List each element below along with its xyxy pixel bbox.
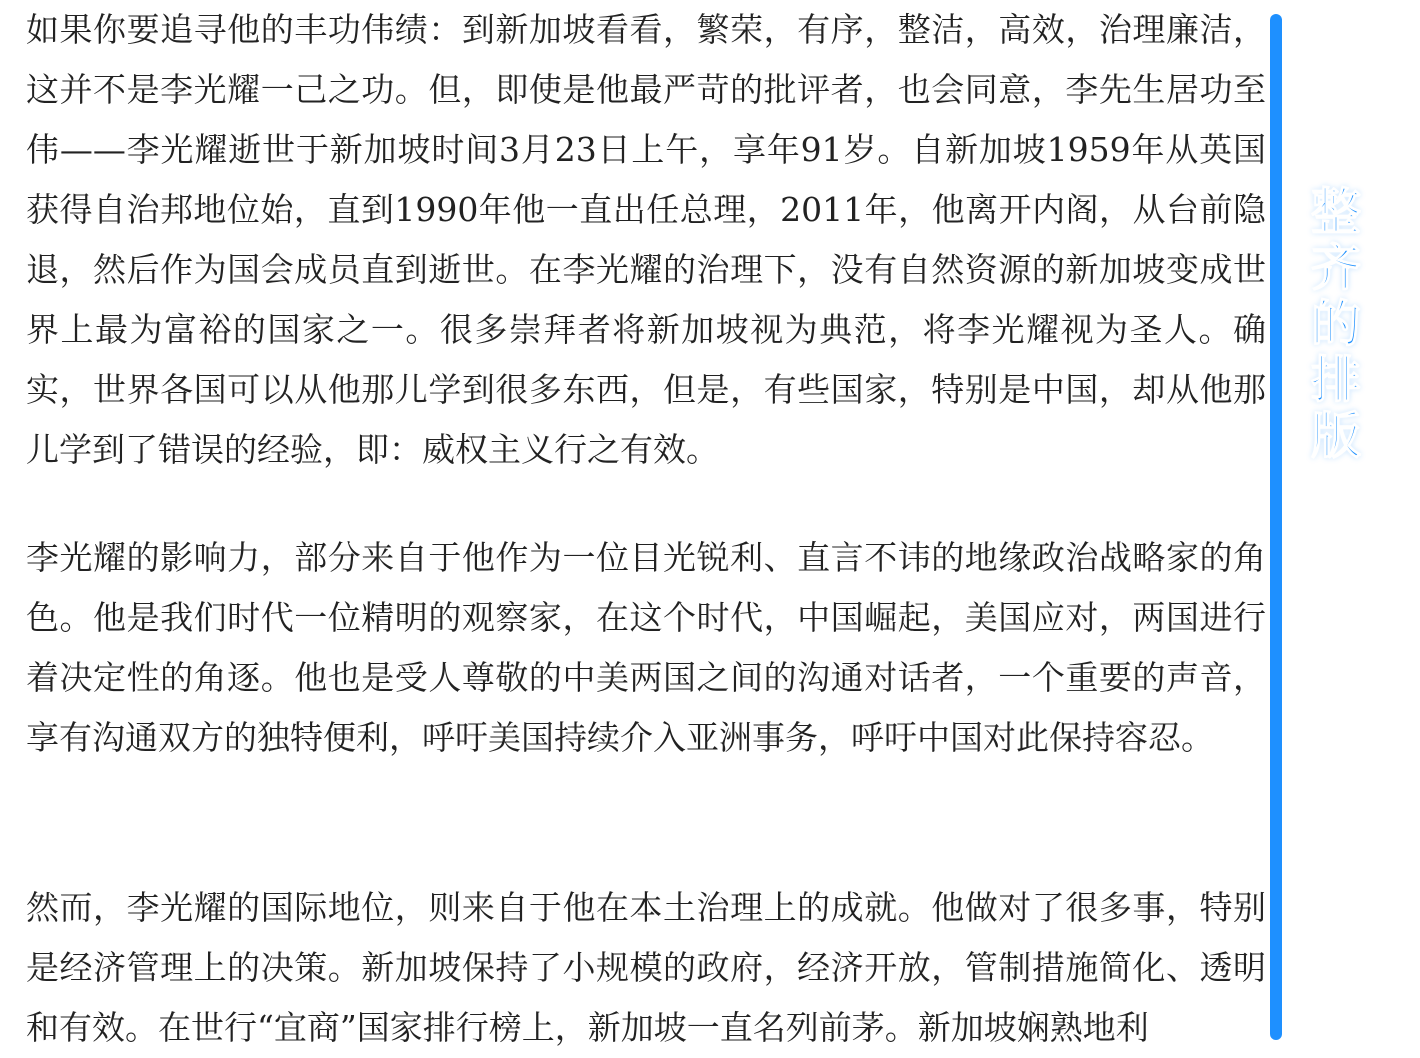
scroll-indicator-bar[interactable] (1270, 14, 1282, 1040)
article-paragraph-3: 然而，李光耀的国际地位，则来自于他在本土治理上的成就。他做对了很多事，特别是经济管理上的决策。新加坡保持了小规模的政府，经济开放，管制措施简化、透明和有效。在世行“宜商”国家排行榜上，新加坡一直名列前茅。新加坡娴熟地利 (26, 888, 1266, 1047)
article-paragraph-1: 如果你要追寻他的丰功伟绩：到新加坡看看，繁荣，有序，整洁，高效，治理廉洁，这并不是李光耀一己之功。但，即使是他最严苛的批评者，也会同意，李先生居功至伟——李光耀逝世于新加坡时间3月23日上午，享年91岁。自新加坡1959年从英国获得自治邦地位始，直到1990年他一直出任总理，2011年，他离开内阁，从台前隐退，然后作为国会成员直到逝世。在李光耀的治理下，没有自然资源的新加坡变成世界上最为富裕的国家之一。很多崇拜者将新加坡视为典范，将李光耀视为圣人。确实，世界各国可以从他那儿学到很多东西，但是，有些国家，特别是中国，却从他那儿学到了错误的经验，即：威权主义行之有效。 (26, 10, 1266, 469)
article-paragraph-2: 李光耀的影响力，部分来自于他作为一位目光锐利、直言不讳的地缘政治战略家的角色。他是我们时代一位精明的观察家，在这个时代，中国崛起，美国应对，两国进行着决定性的角逐。他也是受人尊敬的中美两国之间的沟通对话者，一个重要的声音，享有沟通双方的独特便利，呼吁美国持续介入亚洲事务，呼吁中国对此保持容忍。 (26, 538, 1266, 757)
annotation-label: 整齐的排版 (1311, 183, 1361, 465)
